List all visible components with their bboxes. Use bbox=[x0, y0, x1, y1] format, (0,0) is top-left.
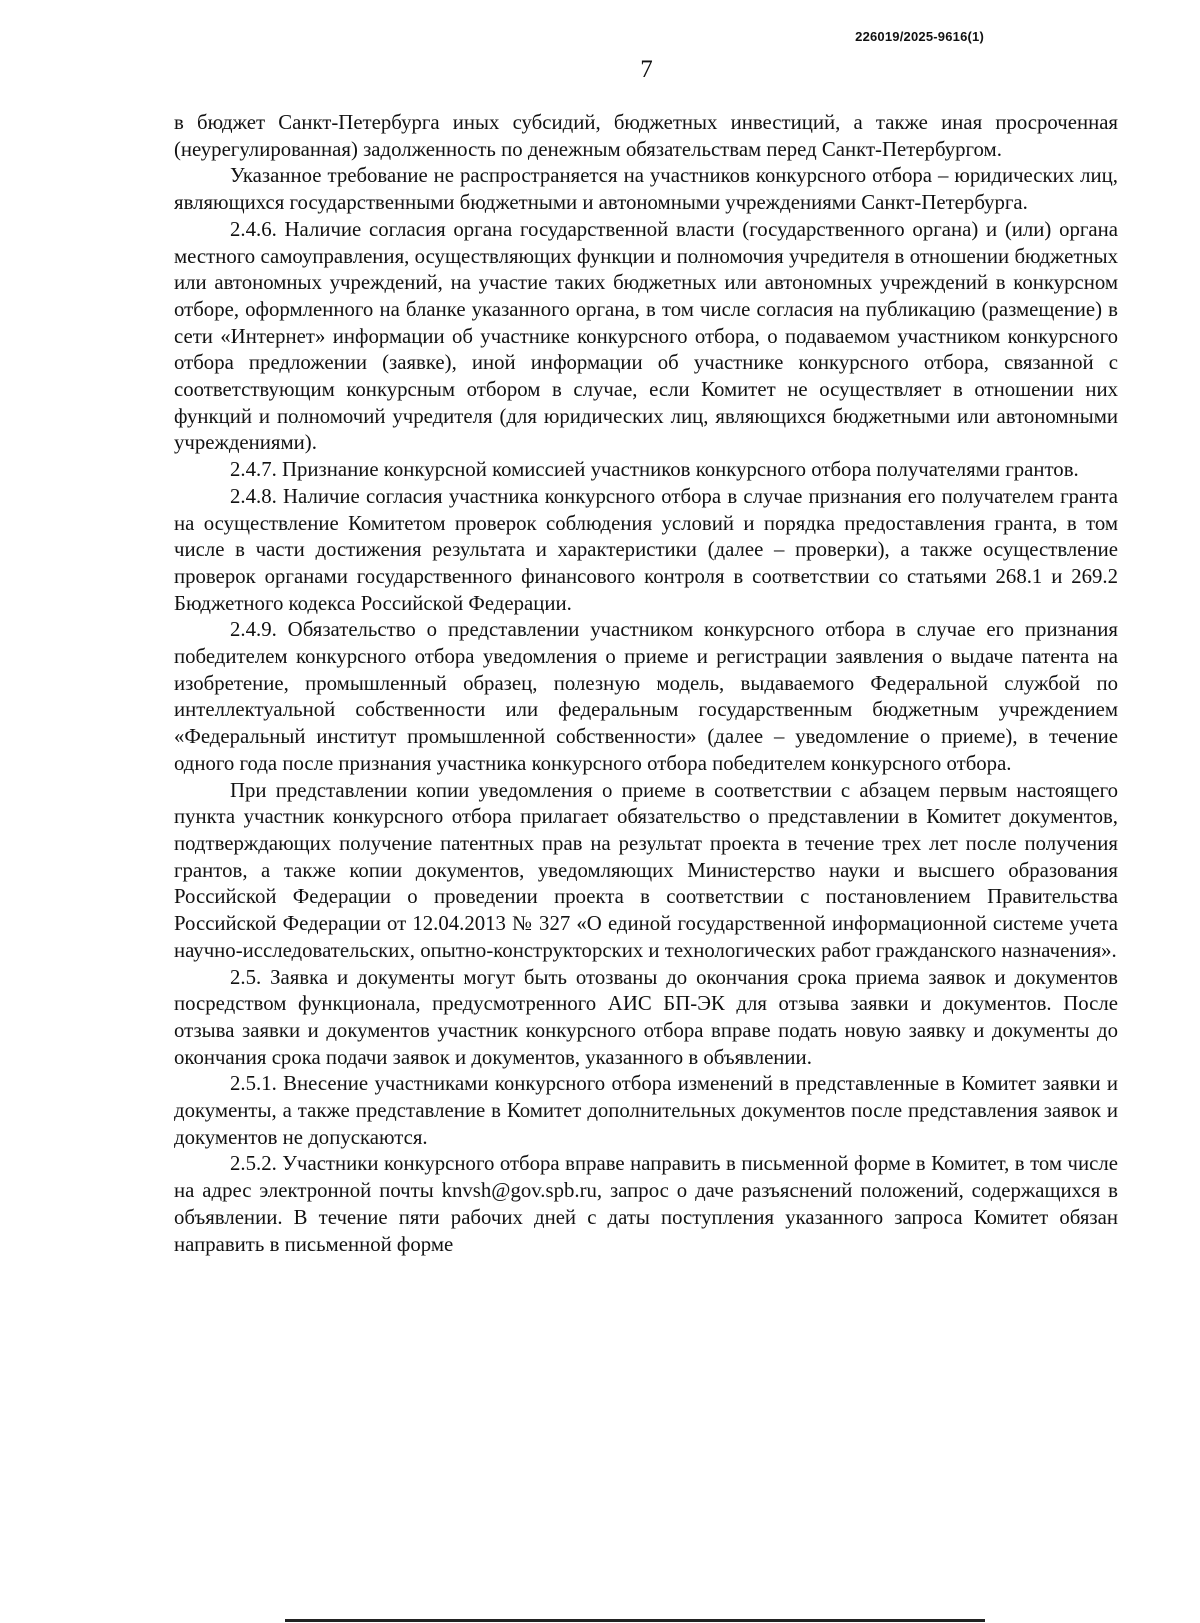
paragraph-2-5: 2.5. Заявка и документы могут быть отозваны до окончания срока приема заявок и документов посредством функционала, предусмотренного АИС БП-ЭК для отзыва заявки и документов. После отзыва заявки и документов участник конкурсного отбора вправе подать новую заявку и документы до окончания срока подачи заявок и документов, указанного в объявлении. bbox=[174, 965, 1118, 1069]
paragraph-notification-copy: При представлении копии уведомления о приеме в соответствии с абзацем первым настоящего пункта участник конкурсного отбора прилагает обязательство о представлении в Комитет документов, подтверждающих получение патентных прав на результат проекта в течение трех лет после получения грантов, а также копии документов, уведомляющих Министерство науки и высшего образования Российской Федерации о проведении проекта в соответствии с постановлением Правительства Российской Федерации от 12.04.2013 № 327 «О единой государственной информационной системе учета научно-исследовательских, опытно-конструкторских и технологических работ гражданского назначения». bbox=[174, 778, 1118, 962]
paragraph-2-4-8: 2.4.8. Наличие согласия участника конкурсного отбора в случае признания его получателем гранта на осуществление Комитетом проверок соблюдения условий и порядка предоставления гранта, в том числе в части достижения результата и характеристики (далее – проверки), а также осуществление проверок органами государственного финансового контроля в соответствии со статьями 268.1 и 269.2 Бюджетного кодекса Российской Федерации. bbox=[174, 484, 1118, 615]
paragraph-exemption: Указанное требование не распространяется на участников конкурсного отбора – юридических лиц, являющихся государственными бюджетными и автономными учреждениями Санкт-Петербурга. bbox=[174, 164, 1118, 215]
paragraph-2-5-2: 2.5.2. Участники конкурсного отбора вправе направить в письменной форме в Комитет, в том числе на адрес электронной почты knvsh@gov.spb.ru, запрос о даче разъяснений положений, содержащихся в объявлении. В течение пяти рабочих дней с даты поступления указанного запроса Комитет обязан направить в письменной форме bbox=[174, 1152, 1118, 1256]
document-body bbox=[174, 110, 1118, 1258]
paragraph-2-4-6: 2.4.6. Наличие согласия органа государственной власти (государственного органа) и (или) органа местного самоуправления, осуществляющих функции и полномочия учредителя в отношении бюджетных или автономных учреждений, на участие таких бюджетных или автономных учреждений в конкурсном отборе, оформленного на бланке указанного органа, в том числе согласия на публикацию (размещение) в сети «Интернет» информации об участнике конкурсного отбора, о подаваемом участником конкурсного отбора предложении (заявке), иной информации об участнике конкурсного отбора, связанной с соответствующим конкурсным отбором в случае, если Комитет не осуществляет в отношении них функций и полномочий учредителя (для юридических лиц, являющихся бюджетными или автономными учреждениями). bbox=[174, 217, 1118, 455]
paragraph-2-4-7: 2.4.7. Признание конкурсной комиссией участников конкурсного отбора получателями грантов. bbox=[230, 458, 1079, 482]
page-number: 7 bbox=[640, 56, 653, 83]
paragraph-continuation: в бюджет Санкт-Петербурга иных субсидий, бюджетных инвестиций, а также иная просроченная (неурегулированная) задолженность по денежным обязательствам перед Санкт-Петербургом. bbox=[174, 111, 1118, 161]
paragraph-2-5-1: 2.5.1. Внесение участниками конкурсного отбора изменений в представленные в Комитет заявки и документы, а также представление в Комитет дополнительных документов после представления заявок и документов не допускаются. bbox=[174, 1072, 1118, 1149]
paragraph-2-4-9: 2.4.9. Обязательство о представлении участником конкурсного отбора в случае его признания победителем конкурсного отбора уведомления о приеме и регистрации заявления о выдаче патента на изобретение, промышленный образец, полезную модель, выдаваемого Федеральной службой по интеллектуальной собственности или федеральным государственным бюджетным учреждением «Федеральный институт промышленной собственности» (далее – уведомление о приеме), в течение одного года после признания участника конкурсного отбора победителем конкурсного отбора. bbox=[174, 618, 1118, 775]
scan-bottom-edge-line bbox=[285, 1619, 985, 1622]
document-registration-number: 226019/2025-9616(1) bbox=[855, 29, 984, 44]
